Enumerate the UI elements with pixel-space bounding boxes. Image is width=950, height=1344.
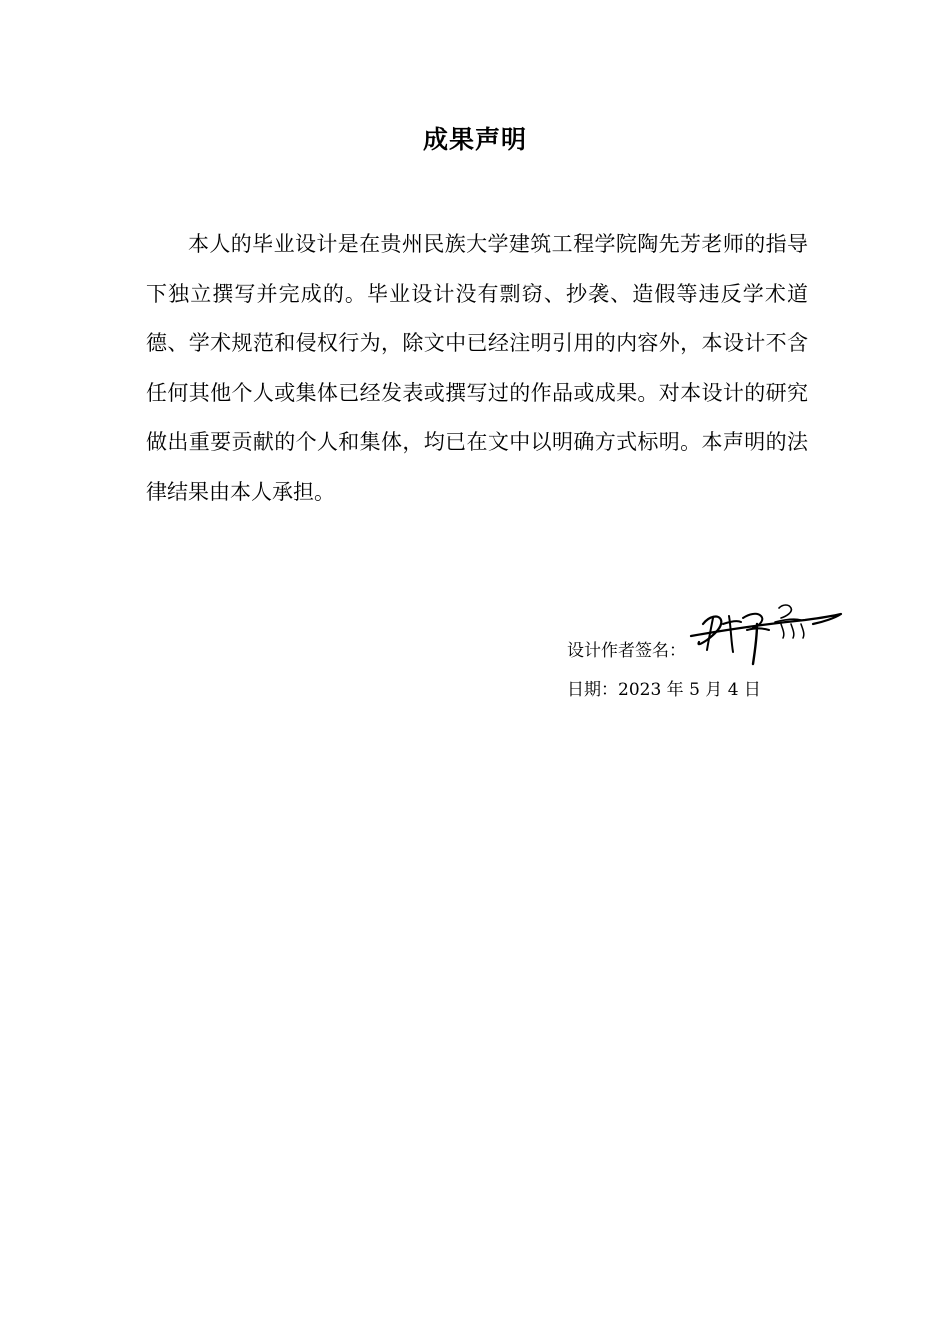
date-line: 日期：2023 年 5 月 4 日 bbox=[567, 680, 761, 700]
signature-label: 设计作者签名： bbox=[567, 641, 686, 661]
handwritten-signature bbox=[685, 594, 845, 668]
page-title: 成果声明 bbox=[422, 125, 527, 154]
declaration-body: 本人的毕业设计是在贵州民族大学建筑工程学院陶先芳老师的指导下独立撰写并完成的。毕业设计没有剽窃、抄袭、造假等违反学术道德、学术规范和侵权行为，除文中已经注明引用的内容外，本设计不含任何其他个人或集体已经发表或撰写过的作品或成果。对本设计的研究做出重要贡献的个人和集体，均已在文中以明确方式标明。本声明的法律结果由本人承担。 bbox=[146, 232, 808, 504]
